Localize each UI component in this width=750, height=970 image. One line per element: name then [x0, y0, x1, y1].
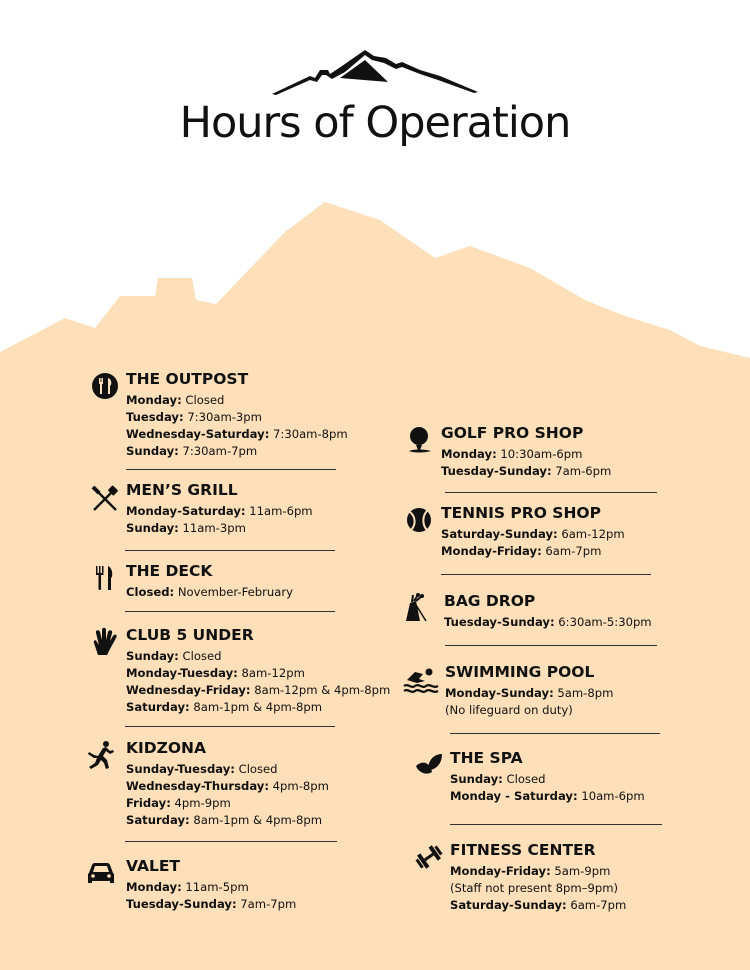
hours-value: 6am-7pm [545, 544, 602, 558]
hours-line [126, 665, 390, 682]
day-label: Monday: [126, 393, 182, 407]
day-label: Monday-Sunday: [445, 686, 554, 700]
hours-line [445, 685, 613, 702]
day-label: Friday: [126, 796, 171, 810]
hours-line [126, 426, 348, 443]
divider [450, 733, 660, 734]
hours-value: Closed [238, 762, 278, 776]
day-label: Monday: [441, 447, 497, 461]
hours-value: 5am-9pm [554, 864, 611, 878]
day-label: Saturday: [126, 700, 190, 714]
day-label: Tuesday-Sunday: [441, 464, 552, 478]
hours-value: (Staff not present 8pm–9pm) [450, 881, 619, 895]
hours-value: 11am-5pm [185, 880, 249, 894]
day-label: Closed: [126, 585, 175, 599]
divider [445, 492, 657, 493]
hours-line [441, 526, 625, 543]
divider [126, 469, 336, 470]
hours-value: 5am-8pm [557, 686, 614, 700]
venue-title: VALET [126, 857, 180, 875]
day-label: Sunday: [126, 649, 179, 663]
hours-value: (No lifeguard on duty) [445, 703, 573, 717]
car-icon [86, 858, 116, 888]
venue-title: TENNIS PRO SHOP [441, 504, 601, 522]
venue-title: THE DECK [126, 562, 213, 580]
venue-title: KIDZONA [126, 739, 207, 757]
hours-line [450, 788, 645, 805]
venue-title: BAG DROP [444, 592, 536, 610]
divider [441, 574, 651, 575]
dumbbell-icon [414, 842, 444, 872]
venue-title: THE SPA [450, 749, 523, 767]
day-label: Tuesday: [126, 410, 184, 424]
day-label: Sunday: [126, 521, 179, 535]
hours-value: 4pm-9pm [174, 796, 231, 810]
hours-line [444, 614, 652, 631]
venue-title: SWIMMING POOL [445, 663, 595, 681]
day-label: Monday - Saturday: [450, 789, 578, 803]
hours-line [126, 503, 313, 520]
leaves-icon [414, 750, 444, 780]
hours-value: Closed [185, 393, 225, 407]
hours-value: 8am-1pm & 4pm-8pm [193, 813, 322, 827]
day-label: Monday-Friday: [441, 544, 542, 558]
hours-value: 11am-3pm [182, 521, 246, 535]
day-label: Wednesday-Friday: [126, 683, 251, 697]
day-label: Saturday-Sunday: [441, 527, 558, 541]
hours-line [126, 896, 296, 913]
swimmer-icon [403, 664, 439, 694]
divider [125, 726, 335, 727]
day-label: Wednesday-Thursday: [126, 779, 269, 793]
hours-line [126, 778, 329, 795]
divider [125, 550, 335, 551]
hours-value: November-February [177, 585, 293, 599]
hours-line [126, 761, 329, 778]
hours-value: 8am-12pm & 4pm-8pm [254, 683, 391, 697]
hours-line [126, 392, 348, 409]
hours-value: Closed [182, 649, 222, 663]
divider [445, 645, 657, 646]
day-label: Wednesday-Saturday: [126, 427, 270, 441]
hours-value: 6:30am-5:30pm [558, 615, 652, 629]
hours-line [441, 543, 625, 560]
day-label: Monday: [126, 880, 182, 894]
dining-plate-icon [90, 371, 120, 401]
hours-value: 7am-6pm [555, 464, 612, 478]
day-label: Saturday-Sunday: [450, 898, 567, 912]
grill-utensils-icon [90, 484, 120, 514]
divider [450, 824, 662, 825]
hand-icon [90, 627, 120, 657]
hours-line [126, 812, 329, 829]
hours-line [450, 771, 645, 788]
hours-value: 7:30am-3pm [187, 410, 262, 424]
hours-value: 10am-6pm [581, 789, 645, 803]
hours-line [126, 584, 293, 601]
venue-title: THE OUTPOST [126, 370, 249, 388]
hours-value: 4pm-8pm [272, 779, 329, 793]
golf-ball-tee-icon [405, 425, 435, 455]
running-kid-icon [86, 740, 116, 770]
day-label: Monday-Friday: [450, 864, 551, 878]
hours-value: 11am-6pm [249, 504, 313, 518]
day-label: Monday-Saturday: [126, 504, 246, 518]
day-label: Sunday: [450, 772, 503, 786]
hours-line [126, 409, 348, 426]
day-label: Sunday: [126, 444, 179, 458]
mountain-logo-icon [270, 48, 480, 96]
hours-value: 7:30am-8pm [273, 427, 348, 441]
page-title: Hours of Operation [179, 98, 571, 148]
hours-line [126, 520, 313, 537]
day-label: Monday-Tuesday: [126, 666, 238, 680]
hours-value: 6am-12pm [561, 527, 625, 541]
hours-value: 10:30am-6pm [500, 447, 583, 461]
hours-line [450, 863, 626, 880]
hours-value: 6am-7pm [570, 898, 627, 912]
hours-line [126, 879, 296, 896]
divider [125, 611, 335, 612]
hours-line [441, 463, 611, 480]
venue-title: CLUB 5 UNDER [126, 626, 254, 644]
hours-line [126, 795, 329, 812]
divider [125, 841, 337, 842]
hours-value: 8am-12pm [241, 666, 305, 680]
tennis-ball-icon [405, 505, 435, 535]
venue-title: MEN’S GRILL [126, 481, 238, 499]
day-label: Tuesday-Sunday: [444, 615, 555, 629]
venue-title: FITNESS CENTER [450, 841, 596, 859]
hours-line [126, 699, 390, 716]
venue-title: GOLF PRO SHOP [441, 424, 584, 442]
hours-value: Closed [506, 772, 546, 786]
hours-line [450, 897, 626, 914]
hours-line [126, 648, 390, 665]
hours-line [441, 446, 611, 463]
fork-knife-icon [90, 563, 120, 593]
day-label: Tuesday-Sunday: [126, 897, 237, 911]
day-label: Saturday: [126, 813, 190, 827]
hours-line [126, 682, 390, 699]
hours-value: 7am-7pm [240, 897, 297, 911]
day-label: Sunday-Tuesday: [126, 762, 235, 776]
hours-line [126, 443, 348, 460]
hours-note [450, 880, 626, 897]
golf-bag-icon [402, 593, 432, 623]
hours-note [445, 702, 613, 719]
hours-value: 8am-1pm & 4pm-8pm [193, 700, 322, 714]
hours-value: 7:30am-7pm [182, 444, 258, 458]
